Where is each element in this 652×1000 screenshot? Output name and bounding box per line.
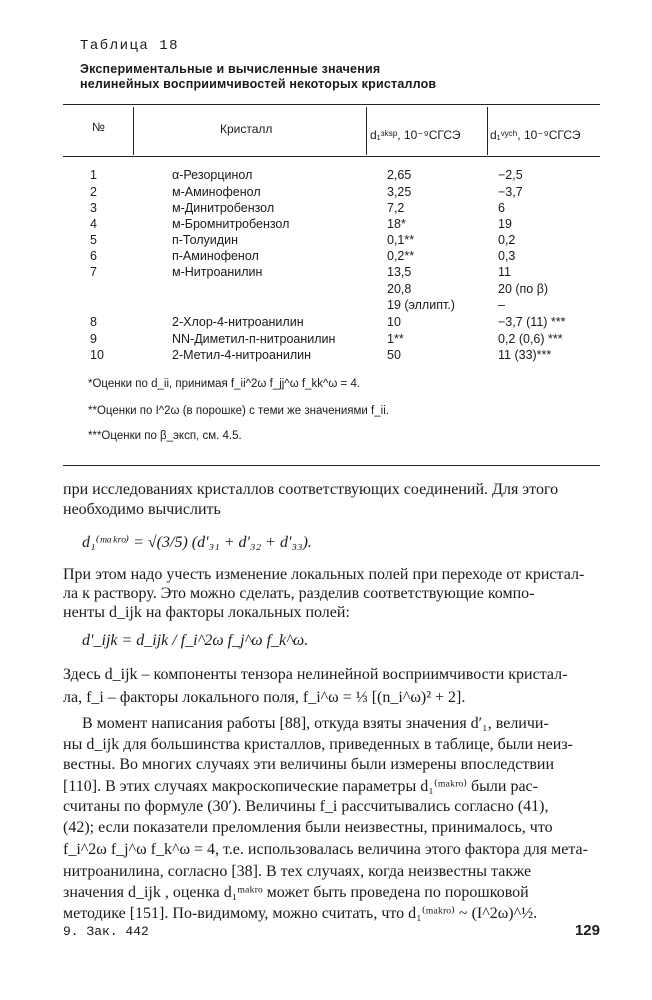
- row-number: 8: [90, 315, 97, 329]
- row-number: 10: [90, 348, 104, 362]
- paragraph-line: [110]. В этих случаях макроскопические параметры d₁⁽ᵐᵃᵏʳᵒ⁾ были рас-: [63, 778, 538, 795]
- row-d-exp: 0,1**: [387, 233, 415, 247]
- paragraph-line: при исследованиях кристаллов соответствующих соединений. Для этого: [63, 481, 559, 498]
- paragraph-line: ны d_ijk для большинства кристаллов, приведенных в таблице, были неиз-: [63, 736, 573, 753]
- row-d-calc: 0,2: [498, 233, 516, 247]
- row-d-calc: −2,5: [498, 168, 523, 182]
- row-d-exp: 0,2**: [387, 249, 415, 263]
- table-col-divider-2: [366, 107, 367, 155]
- row-d-exp: 10: [387, 315, 401, 329]
- row-d-exp: 50: [387, 348, 401, 362]
- row-crystal: NN-Диметил-п-нитроанилин: [172, 332, 336, 346]
- row-number: 4: [90, 217, 97, 231]
- table-note-3: ***Оценки по β_эксп, см. 4.5.: [88, 430, 242, 442]
- row-d-calc: 0,3: [498, 249, 516, 263]
- row-number: 6: [90, 249, 97, 263]
- table-note-2: **Оценки по I^2ω (в порошке) с теми же значениями f_ii.: [88, 405, 389, 417]
- table-caption-title: Таблица 18: [80, 38, 180, 54]
- row-crystal: п-Аминофенол: [172, 249, 259, 263]
- row-d-exp: 1**: [387, 332, 404, 346]
- row-crystal: м-Аминофенол: [172, 185, 261, 199]
- row-crystal: α-Резорцинол: [172, 168, 253, 182]
- row-crystal: 2-Метил-4-нитроанилин: [172, 348, 312, 362]
- table-note-1: *Оценки по d_ii, принимая f_ii^2ω f_jj^ω f_kk^ω = 4.: [88, 378, 361, 390]
- table-col-divider-3: [487, 107, 488, 155]
- printing-mark: 9. Зак. 442: [63, 924, 149, 939]
- paragraph-line: методике [151]. По-видимому, можно считать, что d₁⁽ᵐᵃᵏʳᵒ⁾ ~ (I^2ω)^½.: [63, 905, 538, 922]
- row-d-exp: 19 (эллипт.): [387, 298, 455, 312]
- paragraph-line: вестны. Во многих случаях эти величины были измерены впоследствии: [63, 756, 555, 773]
- page-number: 129: [574, 922, 600, 939]
- row-d-exp: 20,8: [387, 282, 412, 296]
- paragraph-line: Здесь d_ijk – компоненты тензора нелинейной восприимчивости кристал-: [63, 666, 568, 683]
- row-d-exp: 7,2: [387, 201, 405, 215]
- row-number: 7: [90, 265, 97, 279]
- row-d-calc: 20 (по β): [498, 282, 549, 296]
- row-d-calc: 11 (33)***: [498, 348, 552, 362]
- table-caption-subtitle-1: Экспериментальные и вычисленные значения: [80, 62, 381, 76]
- row-crystal: м-Бромнитробензол: [172, 217, 290, 231]
- row-d-calc: –: [498, 298, 505, 312]
- paragraph-line: ла, f_i – факторы локального поля, f_i^ω = ⅓ [(n_i^ω)² + 2].: [63, 689, 466, 706]
- paragraph-line: f_i^2ω f_j^ω f_k^ω = 4, т.е. использовалась величина этого фактора для мета-: [63, 841, 588, 858]
- table-top-rule: [63, 104, 600, 105]
- paragraph-line: необходимо вычислить: [63, 501, 221, 518]
- paragraph-line: нитроанилина, согласно [38]. В тех случаях, когда неизвестны также: [63, 863, 532, 880]
- row-number: 5: [90, 233, 97, 247]
- table-header-crystal: Кристалл: [220, 122, 273, 136]
- row-crystal: п-Толуидин: [172, 233, 238, 247]
- row-number: 9: [90, 332, 97, 346]
- row-d-calc: 6: [498, 201, 505, 215]
- row-number: 2: [90, 185, 97, 199]
- row-crystal: м-Нитроанилин: [172, 265, 263, 279]
- paragraph-line: значения d_ijk , оценка d₁ᵐᵃᵏʳᵒ может быть проведена по порошковой: [63, 884, 529, 901]
- row-d-exp: 2,65: [387, 168, 412, 182]
- paragraph-line: ла к раствору. Это можно сделать, разделив соответствующие компо-: [63, 585, 535, 602]
- table-bottom-rule: [63, 465, 600, 466]
- row-crystal: м-Динитробензол: [172, 201, 275, 215]
- row-d-calc: −3,7 (11) ***: [498, 315, 566, 329]
- row-d-calc: 0,2 (0,6) ***: [498, 332, 563, 346]
- row-d-calc: 11: [498, 265, 511, 279]
- row-number: 1: [90, 168, 97, 182]
- paragraph-line: В момент написания работы [88], откуда взяты значения d′₁, величи-: [82, 715, 549, 732]
- table-caption-subtitle-2: нелинейных восприимчивостей некоторых кристаллов: [80, 77, 437, 91]
- row-d-calc: −3,7: [498, 185, 523, 199]
- formula-local-field: d′_ijk = d_ijk / f_i^2ω f_j^ω f_k^ω.: [82, 632, 309, 649]
- row-d-exp: 13,5: [387, 265, 412, 279]
- table-col-divider-1: [133, 107, 134, 155]
- table-header-number: №: [92, 120, 105, 134]
- row-d-exp: 18*: [387, 217, 406, 231]
- row-number: 3: [90, 201, 97, 215]
- paragraph-line: (42); если показатели преломления были неизвестны, принималось, что: [63, 819, 553, 836]
- table-header-d-calculated: d₁ᵛʸᶜʰ, 10⁻⁹СГСЭ: [490, 128, 581, 142]
- paragraph-line: При этом надо учесть изменение локальных полей при переходе от кристал-: [63, 566, 585, 583]
- table-header-rule: [63, 156, 600, 157]
- paragraph-line: считаны по формуле (30′). Величины f_i рассчитывались согласно (41),: [63, 798, 549, 815]
- formula-d-macro: d₁⁽ᵐᵃᵏʳᵒ⁾ = √(3/5) (d′₃₁ + d′₃₂ + d′₃₃).: [82, 534, 312, 551]
- paragraph-line: ненты d_ijk на факторы локальных полей:: [63, 604, 350, 621]
- row-d-calc: 19: [498, 217, 512, 231]
- row-d-exp: 3,25: [387, 185, 412, 199]
- table-header-d-experimental: d₁ᶟᵏˢᵖ, 10⁻⁹СГСЭ: [370, 128, 461, 142]
- row-crystal: 2-Хлор-4-нитроанилин: [172, 315, 304, 329]
